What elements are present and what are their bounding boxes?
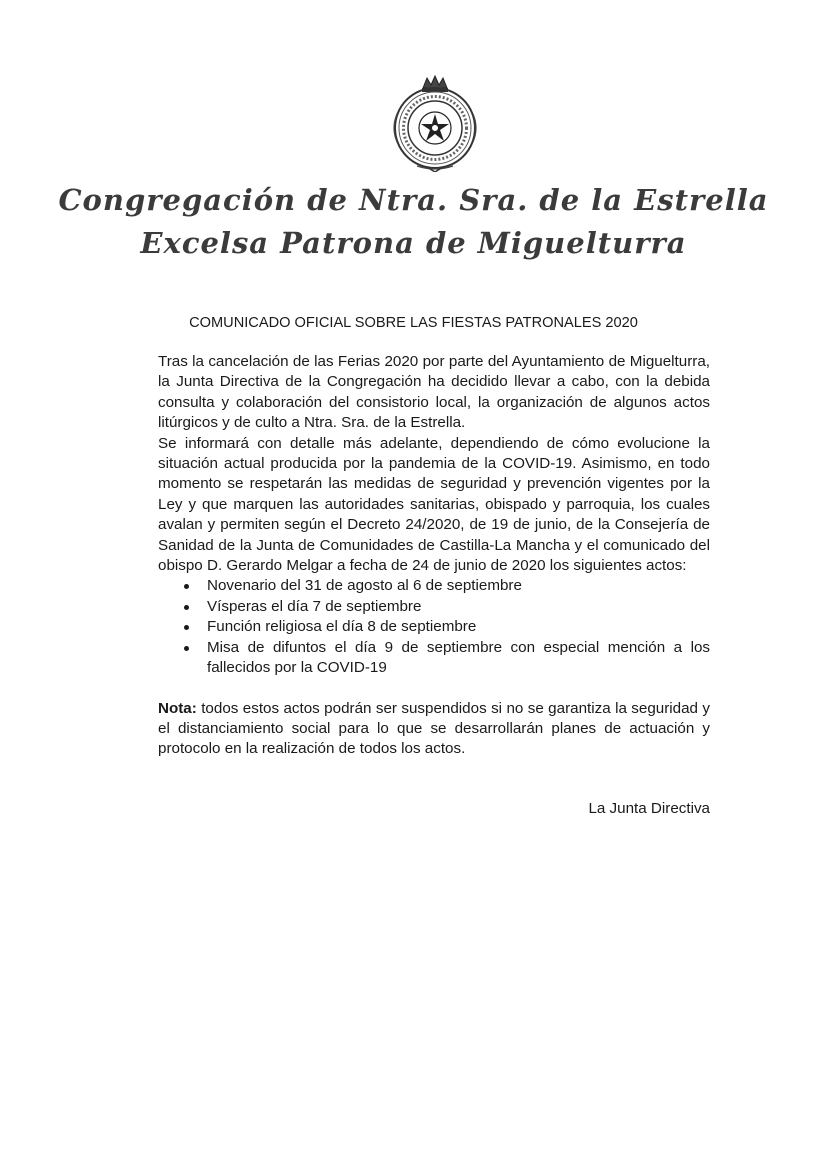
note-paragraph — [158, 699, 710, 760]
bullet-icon — [184, 584, 189, 589]
congregation-emblem — [387, 74, 483, 172]
list-item: Misa de difuntos el día 9 de septiembre con especial mención a los fallecidos por la COVID-19 — [158, 638, 710, 679]
list-item: Novenario del 31 de agosto al 6 de septiembre — [158, 576, 710, 596]
congregation-subtitle: Excelsa Patrona de Miguelturra — [140, 226, 687, 260]
document-title: COMUNICADO OFICIAL SOBRE LAS FIESTAS PATRONALES 2020 — [189, 315, 638, 331]
bullet-icon — [184, 605, 189, 610]
note-text: todos estos actos podrán ser suspendidos si no se garantiza la seguridad y el distanciamiento social para lo que se desarrollarán planes de actuación y protocolo en la realización de todos los actos. — [158, 699, 710, 758]
note-label: Nota: — [158, 699, 197, 717]
bullet-icon — [184, 625, 189, 630]
document-body — [158, 352, 710, 760]
congregation-name: Congregación de Ntra. Sra. de la Estrella — [58, 183, 769, 217]
paragraph-cancellation: Tras la cancelación de las Ferias 2020 por parte del Ayuntamiento de Miguelturra, la Junta Directiva de la Congregación ha decidido llevar a cabo, con la debida consulta y colaboración del consistorio local, la organización de algunos actos litúrgicos y de culto a Ntra. Sra. de la Estrella. — [158, 353, 710, 432]
paragraph-details: Se informará con detalle más adelante, dependiendo de cómo evolucione la situación actual producida por la pandemia de la COVID-19. Asimismo, en todo momento se respetarán las medidas de seguridad y prevención vigentes por la Ley y que marquen las autoridades sanitarias, obispado y parroquia, los cuales avalan y permiten según el Decreto 24/2020, de 19 de junio, de la Consejería de Sanidad de la Junta de Comunidades de Castilla-La Mancha y el comunicado del obispo D. Gerardo Melgar a fecha de 24 de junio de 2020 los siguientes actos: — [158, 434, 710, 575]
signature: La Junta Directiva — [588, 800, 710, 817]
bullet-icon — [184, 646, 189, 651]
acts-list — [158, 576, 710, 678]
emblem-seal-icon — [387, 74, 483, 172]
list-item: Vísperas el día 7 de septiembre — [158, 597, 710, 617]
list-item: Función religiosa el día 8 de septiembre — [158, 617, 710, 637]
